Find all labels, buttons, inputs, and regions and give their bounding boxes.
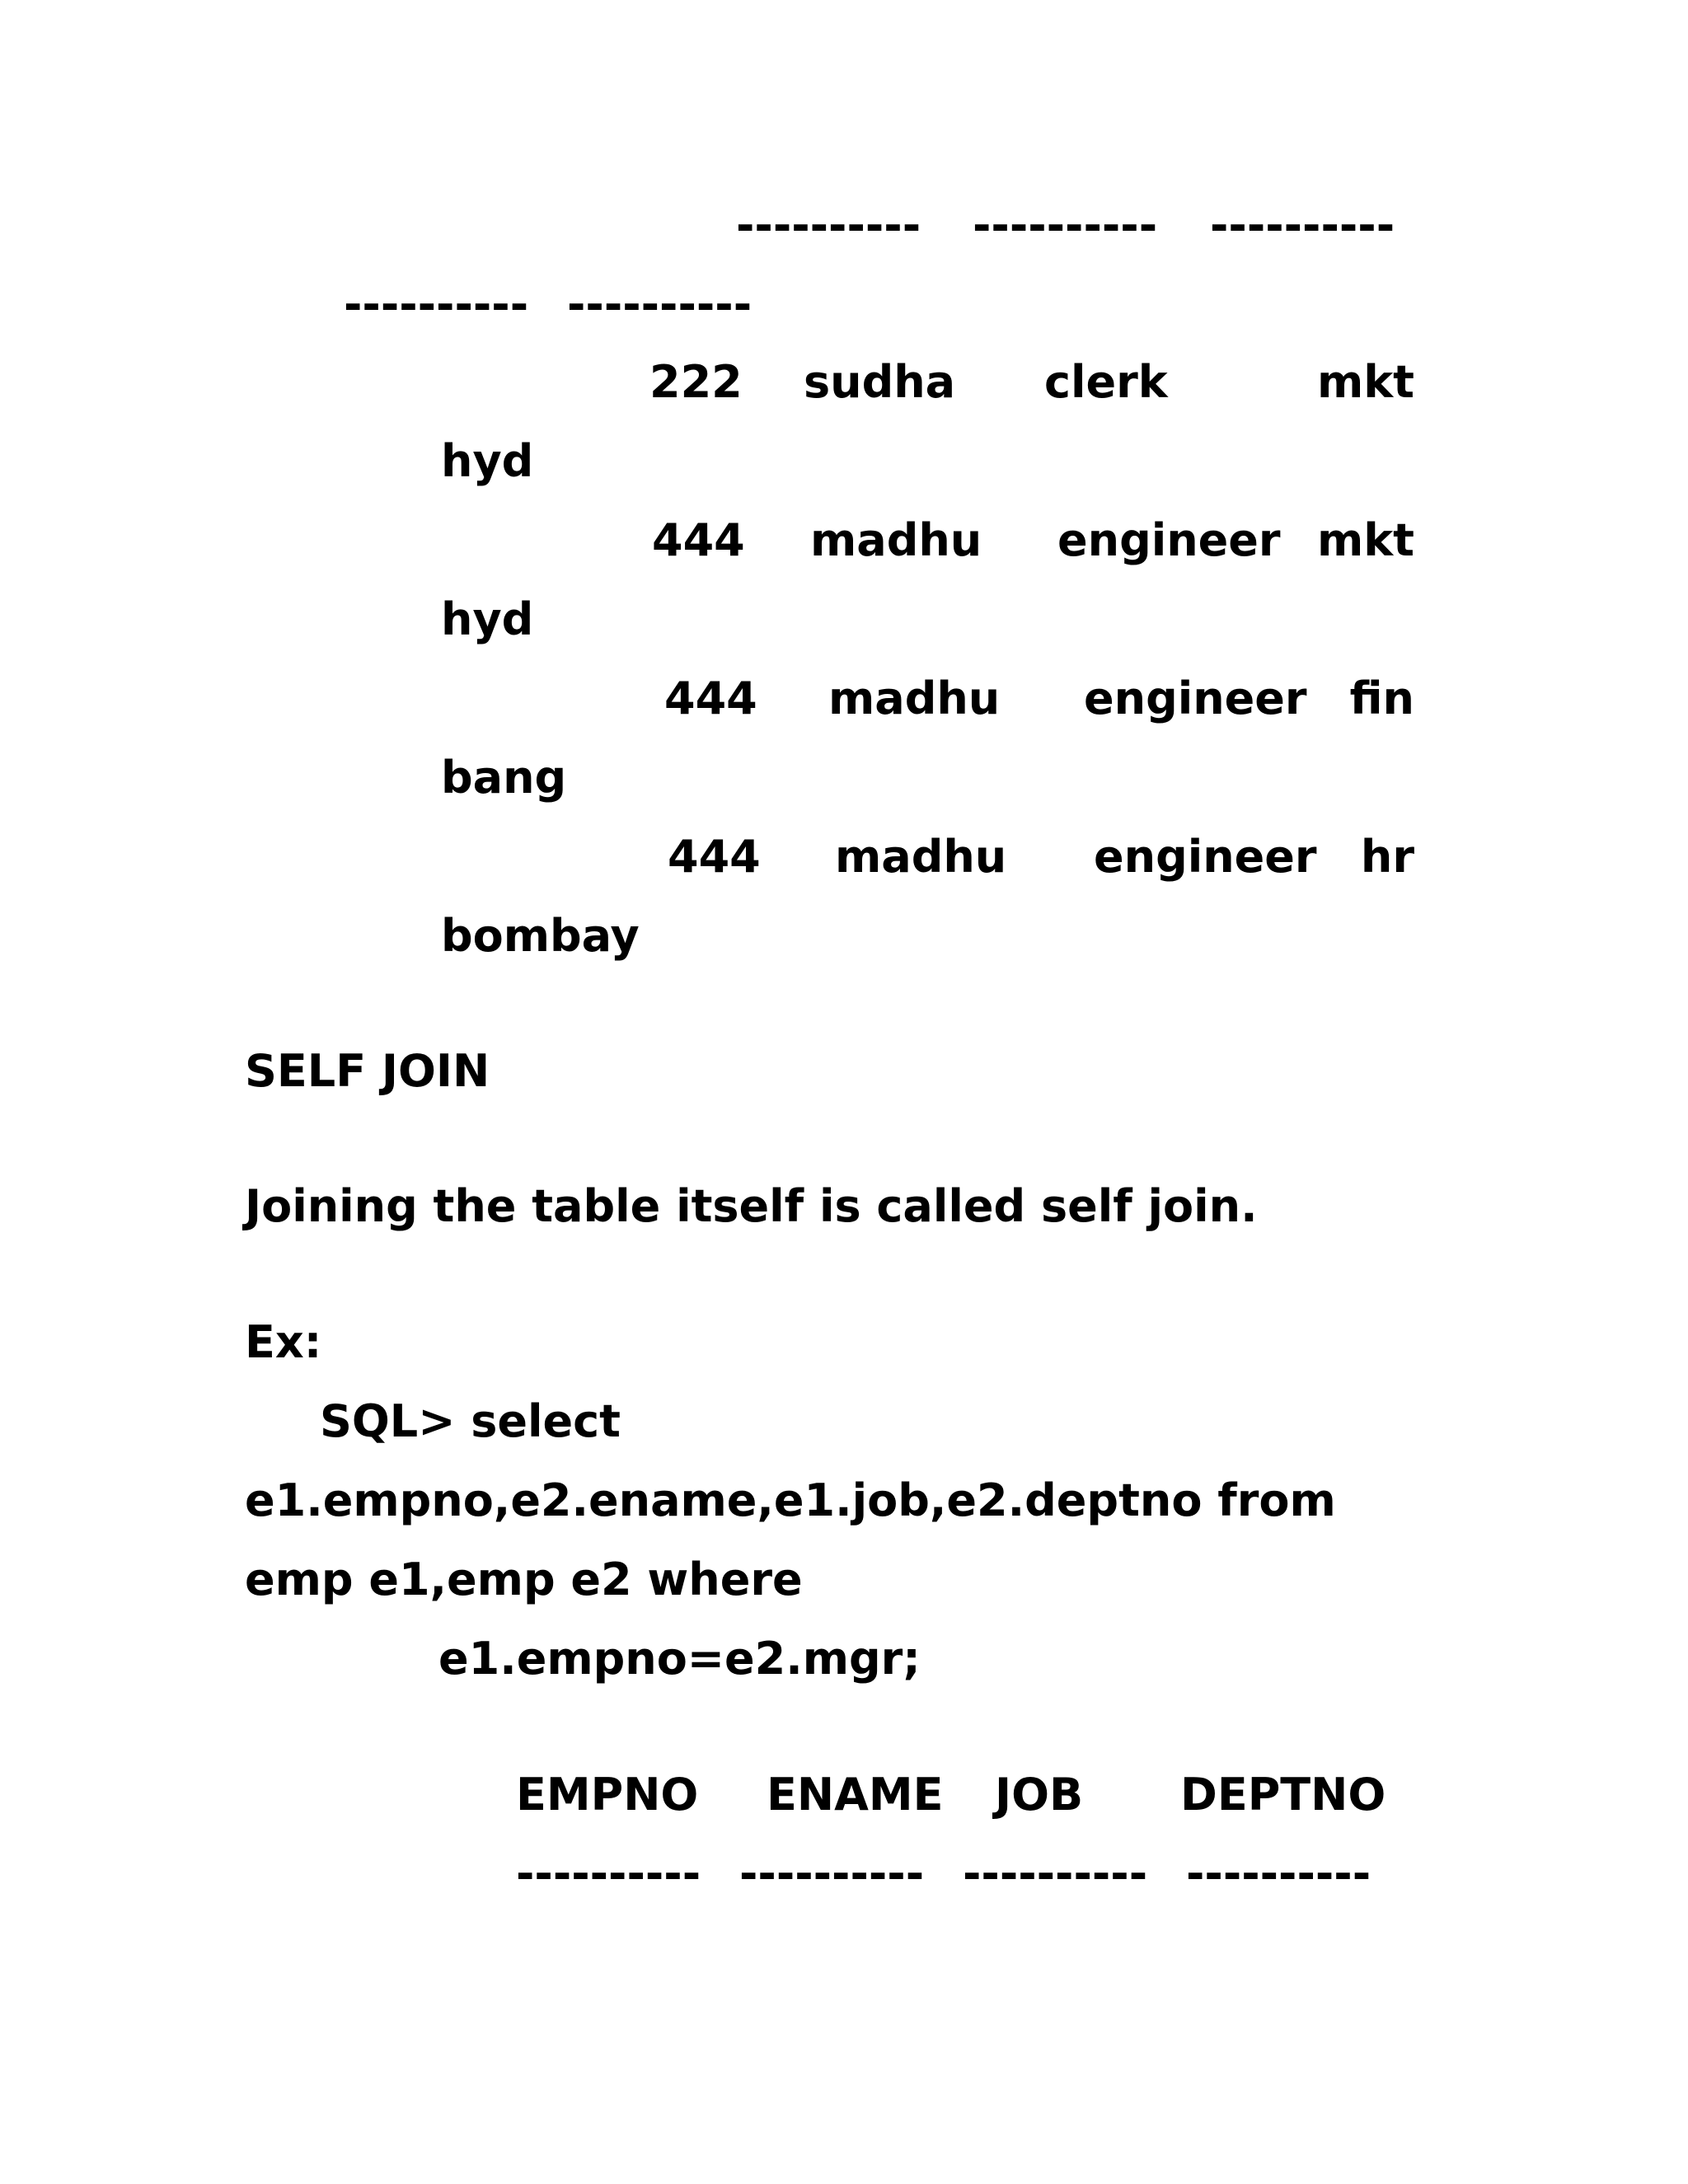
cell-job: engineer: [1057, 514, 1281, 566]
sql-line: e1.empno,e2.ename,e1.job,e2.deptno from: [245, 1474, 1336, 1526]
sql-line: SQL> select: [320, 1395, 621, 1447]
dash-segment: ----------: [736, 199, 921, 251]
cell-ename: madhu: [835, 831, 1007, 883]
cell-job: engineer: [1084, 673, 1307, 724]
cell-loc: bombay: [441, 910, 640, 962]
column-header-empno: EMPNO: [516, 1769, 699, 1821]
cell-dname: hr: [1360, 831, 1414, 883]
cell-ename: madhu: [828, 673, 1001, 724]
section-heading: SELF JOIN: [245, 1045, 490, 1097]
cell-empno: 222: [649, 356, 743, 408]
column-header-deptno: DEPTNO: [1180, 1769, 1386, 1821]
dash-segment: ----------: [516, 1848, 701, 1900]
cell-ename: madhu: [810, 514, 982, 566]
dash-segment: ----------: [973, 199, 1158, 251]
definition-text: Joining the table itself is called self join.: [245, 1180, 1258, 1232]
cell-job: engineer: [1094, 831, 1317, 883]
dash-segment: ----------: [344, 279, 529, 330]
cell-empno: 444: [664, 673, 757, 724]
cell-dname: mkt: [1317, 356, 1414, 408]
example-label: Ex:: [245, 1316, 322, 1368]
column-header-ename: ENAME: [767, 1769, 944, 1821]
cell-loc: hyd: [441, 435, 534, 487]
cell-empno: 444: [652, 514, 745, 566]
cell-empno: 444: [668, 831, 761, 883]
sql-line: emp e1,emp e2 where: [245, 1554, 803, 1605]
cell-dname: mkt: [1317, 514, 1414, 566]
dash-segment: ----------: [739, 1848, 925, 1900]
dash-segment: ----------: [1186, 1848, 1372, 1900]
sql-line: e1.empno=e2.mgr;: [438, 1633, 921, 1685]
cell-loc: bang: [441, 752, 567, 804]
dash-segment: ----------: [567, 279, 753, 330]
dash-segment: ----------: [1210, 199, 1395, 251]
cell-loc: hyd: [441, 593, 534, 645]
column-header-job: JOB: [995, 1769, 1084, 1821]
cell-job: clerk: [1044, 356, 1168, 408]
dash-segment: ----------: [963, 1848, 1148, 1900]
cell-ename: sudha: [804, 356, 956, 408]
cell-dname: fin: [1349, 673, 1414, 724]
